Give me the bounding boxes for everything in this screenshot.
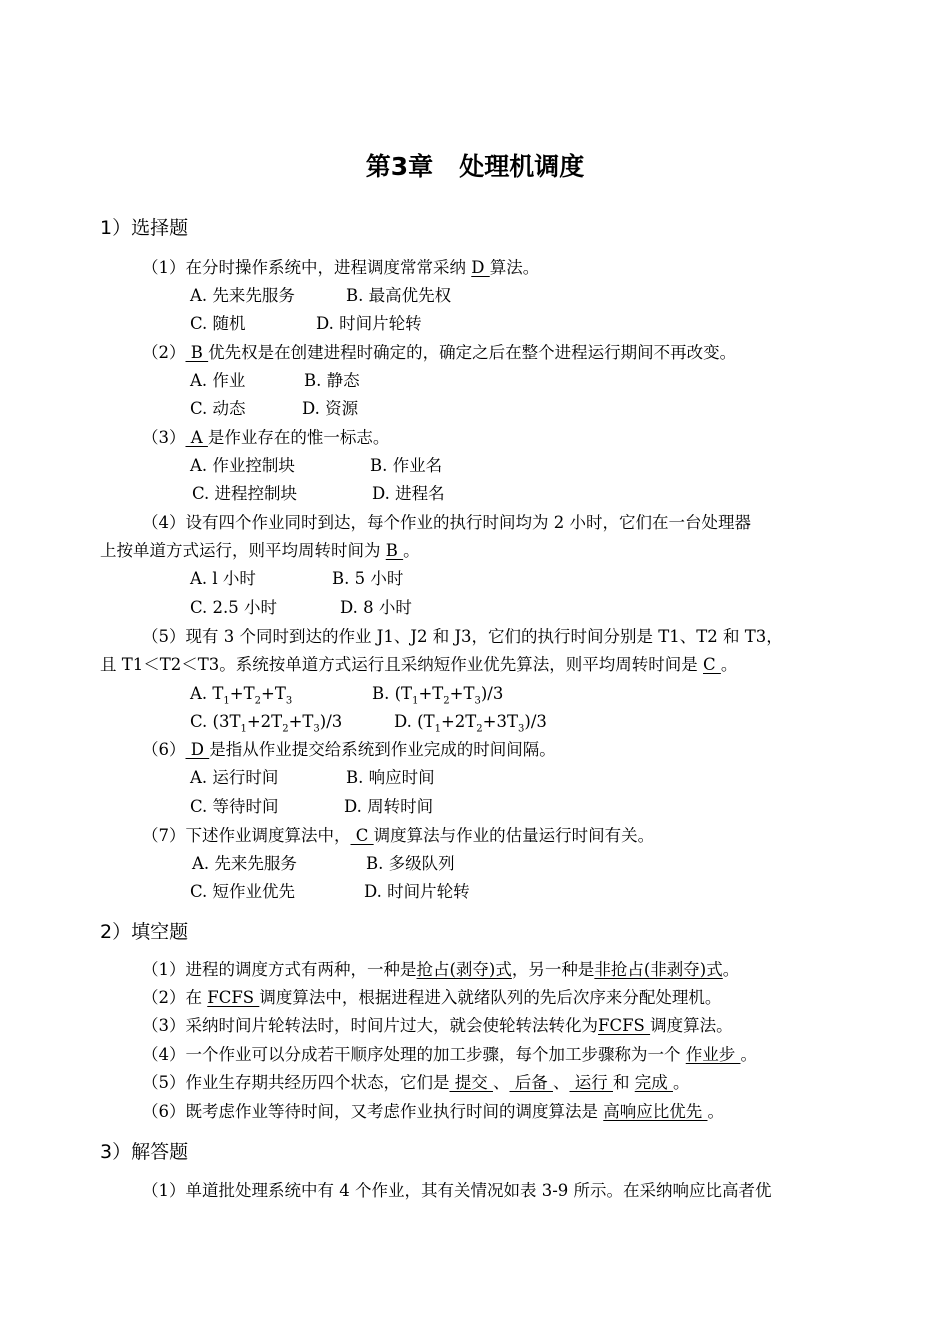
choice-question-2: （2） B 优先权是在创建进程时确定的，确定之后在整个进程运行期间不再改变。	[142, 343, 737, 362]
answer-blank: 作业步	[685, 1045, 741, 1064]
answer-blank: C	[350, 826, 374, 845]
answer-blank: B	[385, 541, 404, 560]
answer-blank: 后备	[509, 1073, 553, 1092]
answer-blank: FCFS	[207, 988, 260, 1007]
choice-question-7: （7）下述作业调度算法中， C 调度算法与作业的估量运行时间有关。	[142, 826, 655, 845]
fill-question-6: （6）既考虑作业等待时间，又考虑作业执行时间的调度算法是 高响应比优先 。	[142, 1102, 724, 1121]
fill-question-4: （4）一个作业可以分成若干顺序处理的加工步骤，每个加工步骤称为一个 作业步 。	[142, 1045, 757, 1064]
option: D. 时间片轮转	[316, 314, 422, 333]
option: D. $(T_1+2T_2+3T_3)/3$	[394, 712, 547, 735]
option: C. 动态	[190, 399, 246, 418]
option: A. l 小时	[190, 569, 256, 588]
chapter-name: 处理机调度	[459, 152, 585, 181]
option: C. 等待时间	[190, 797, 279, 816]
answer-blank: 提交	[449, 1073, 493, 1092]
option: C. 随机	[190, 314, 246, 333]
section-heading-fill: 2）填空题	[100, 921, 189, 943]
option: A. 先来先服务	[190, 286, 295, 305]
answer-blank: 完成	[634, 1073, 673, 1092]
option: A. 运行时间	[190, 768, 279, 787]
option: D. 时间片轮转	[364, 882, 470, 901]
answer-blank: 运行	[569, 1073, 613, 1092]
option: D. 资源	[302, 399, 359, 418]
option: A. $T_1+T_2+T_3$	[190, 684, 293, 707]
option: A. 先来先服务	[192, 854, 297, 873]
option: C. 短作业优先	[190, 882, 296, 901]
option: B. 静态	[304, 371, 360, 390]
option: D. 周转时间	[344, 797, 434, 816]
option: C. 2.5 小时	[190, 598, 278, 617]
choice-question-4: （4）设有四个作业同时到达，每个作业的执行时间均为 2 小时，它们在一台处理器	[142, 513, 751, 532]
answer-blank: C	[703, 655, 721, 674]
option: C. 进程控制块	[192, 484, 298, 503]
choice-question-5: （5）现有 3 个同时到达的作业 J1、J2 和 J3，它们的执行时间分别是 T1、T2 和 T3，	[142, 627, 783, 646]
option: A. 作业控制块	[190, 456, 295, 475]
answer-question-1: （1）单道批处理系统中有 4 个作业，其有关情况如表 3-9 所示。在采纳响应比高者优	[142, 1181, 772, 1200]
choice-question-1: （1）在分时操作系统中，进程调度常常采纳 D 算法。	[142, 258, 540, 277]
option: B. 5 小时	[332, 569, 404, 588]
answer-blank: A	[185, 428, 208, 447]
fill-question-3: （3）采纳时间片轮转法时，时间片过大，就会使轮转法转化为FCFS 调度算法。	[142, 1016, 733, 1035]
answer-blank: 高响应比优先	[603, 1102, 708, 1121]
option: B. 响应时间	[346, 768, 435, 787]
answer-blank: B	[185, 343, 209, 362]
option: D. 8 小时	[340, 598, 412, 617]
choice-question-3: （3） A 是作业存在的惟一标志。	[142, 428, 390, 447]
option: B. 最高优先权	[346, 286, 452, 305]
option: B. 多级队列	[366, 854, 455, 873]
choice-question-6: （6） D 是指从作业提交给系统到作业完成的时间间隔。	[142, 740, 556, 759]
answer-blank: FCFS	[598, 1016, 651, 1035]
answer-blank: 非抢占(非剥夺)式	[594, 960, 723, 979]
option: D. 进程名	[372, 484, 445, 503]
answer-blank: D	[185, 740, 210, 759]
chapter-number: 第3章	[365, 152, 434, 181]
choice-question-4-cont: 上按单道方式运行，则平均周转时间为 B 。	[100, 541, 420, 560]
section-heading-choice: 1）选择题	[100, 217, 189, 239]
fill-question-5: （5）作业生存期共经历四个状态，它们是 提交 、 后备 、 运行 和 完成 。	[142, 1073, 690, 1092]
page-title	[0, 147, 950, 183]
fill-question-2: （2）在 FCFS 调度算法中，根据进程进入就绪队列的先后次序来分配处理机。	[142, 988, 722, 1007]
option: A. 作业	[190, 371, 246, 390]
fill-question-1: （1）进程的调度方式有两种，一种是抢占(剥夺)式，另一种是非抢占(非剥夺)式。	[142, 960, 740, 979]
choice-question-5-cont: 且 T1＜T2＜T3。系统按单道方式运行且采纳短作业优先算法，则平均周转时间是 C 。	[100, 655, 738, 674]
option: B. 作业名	[370, 456, 443, 475]
option: B. $(T_1+T_2+T_3)/3$	[372, 684, 504, 707]
answer-blank: D	[471, 258, 490, 277]
answer-blank: 抢占(剥夺)式	[416, 960, 512, 979]
section-heading-answer: 3）解答题	[100, 1141, 189, 1163]
option: C. $(3T_1+2T_2+T_3)/3$	[190, 712, 343, 735]
